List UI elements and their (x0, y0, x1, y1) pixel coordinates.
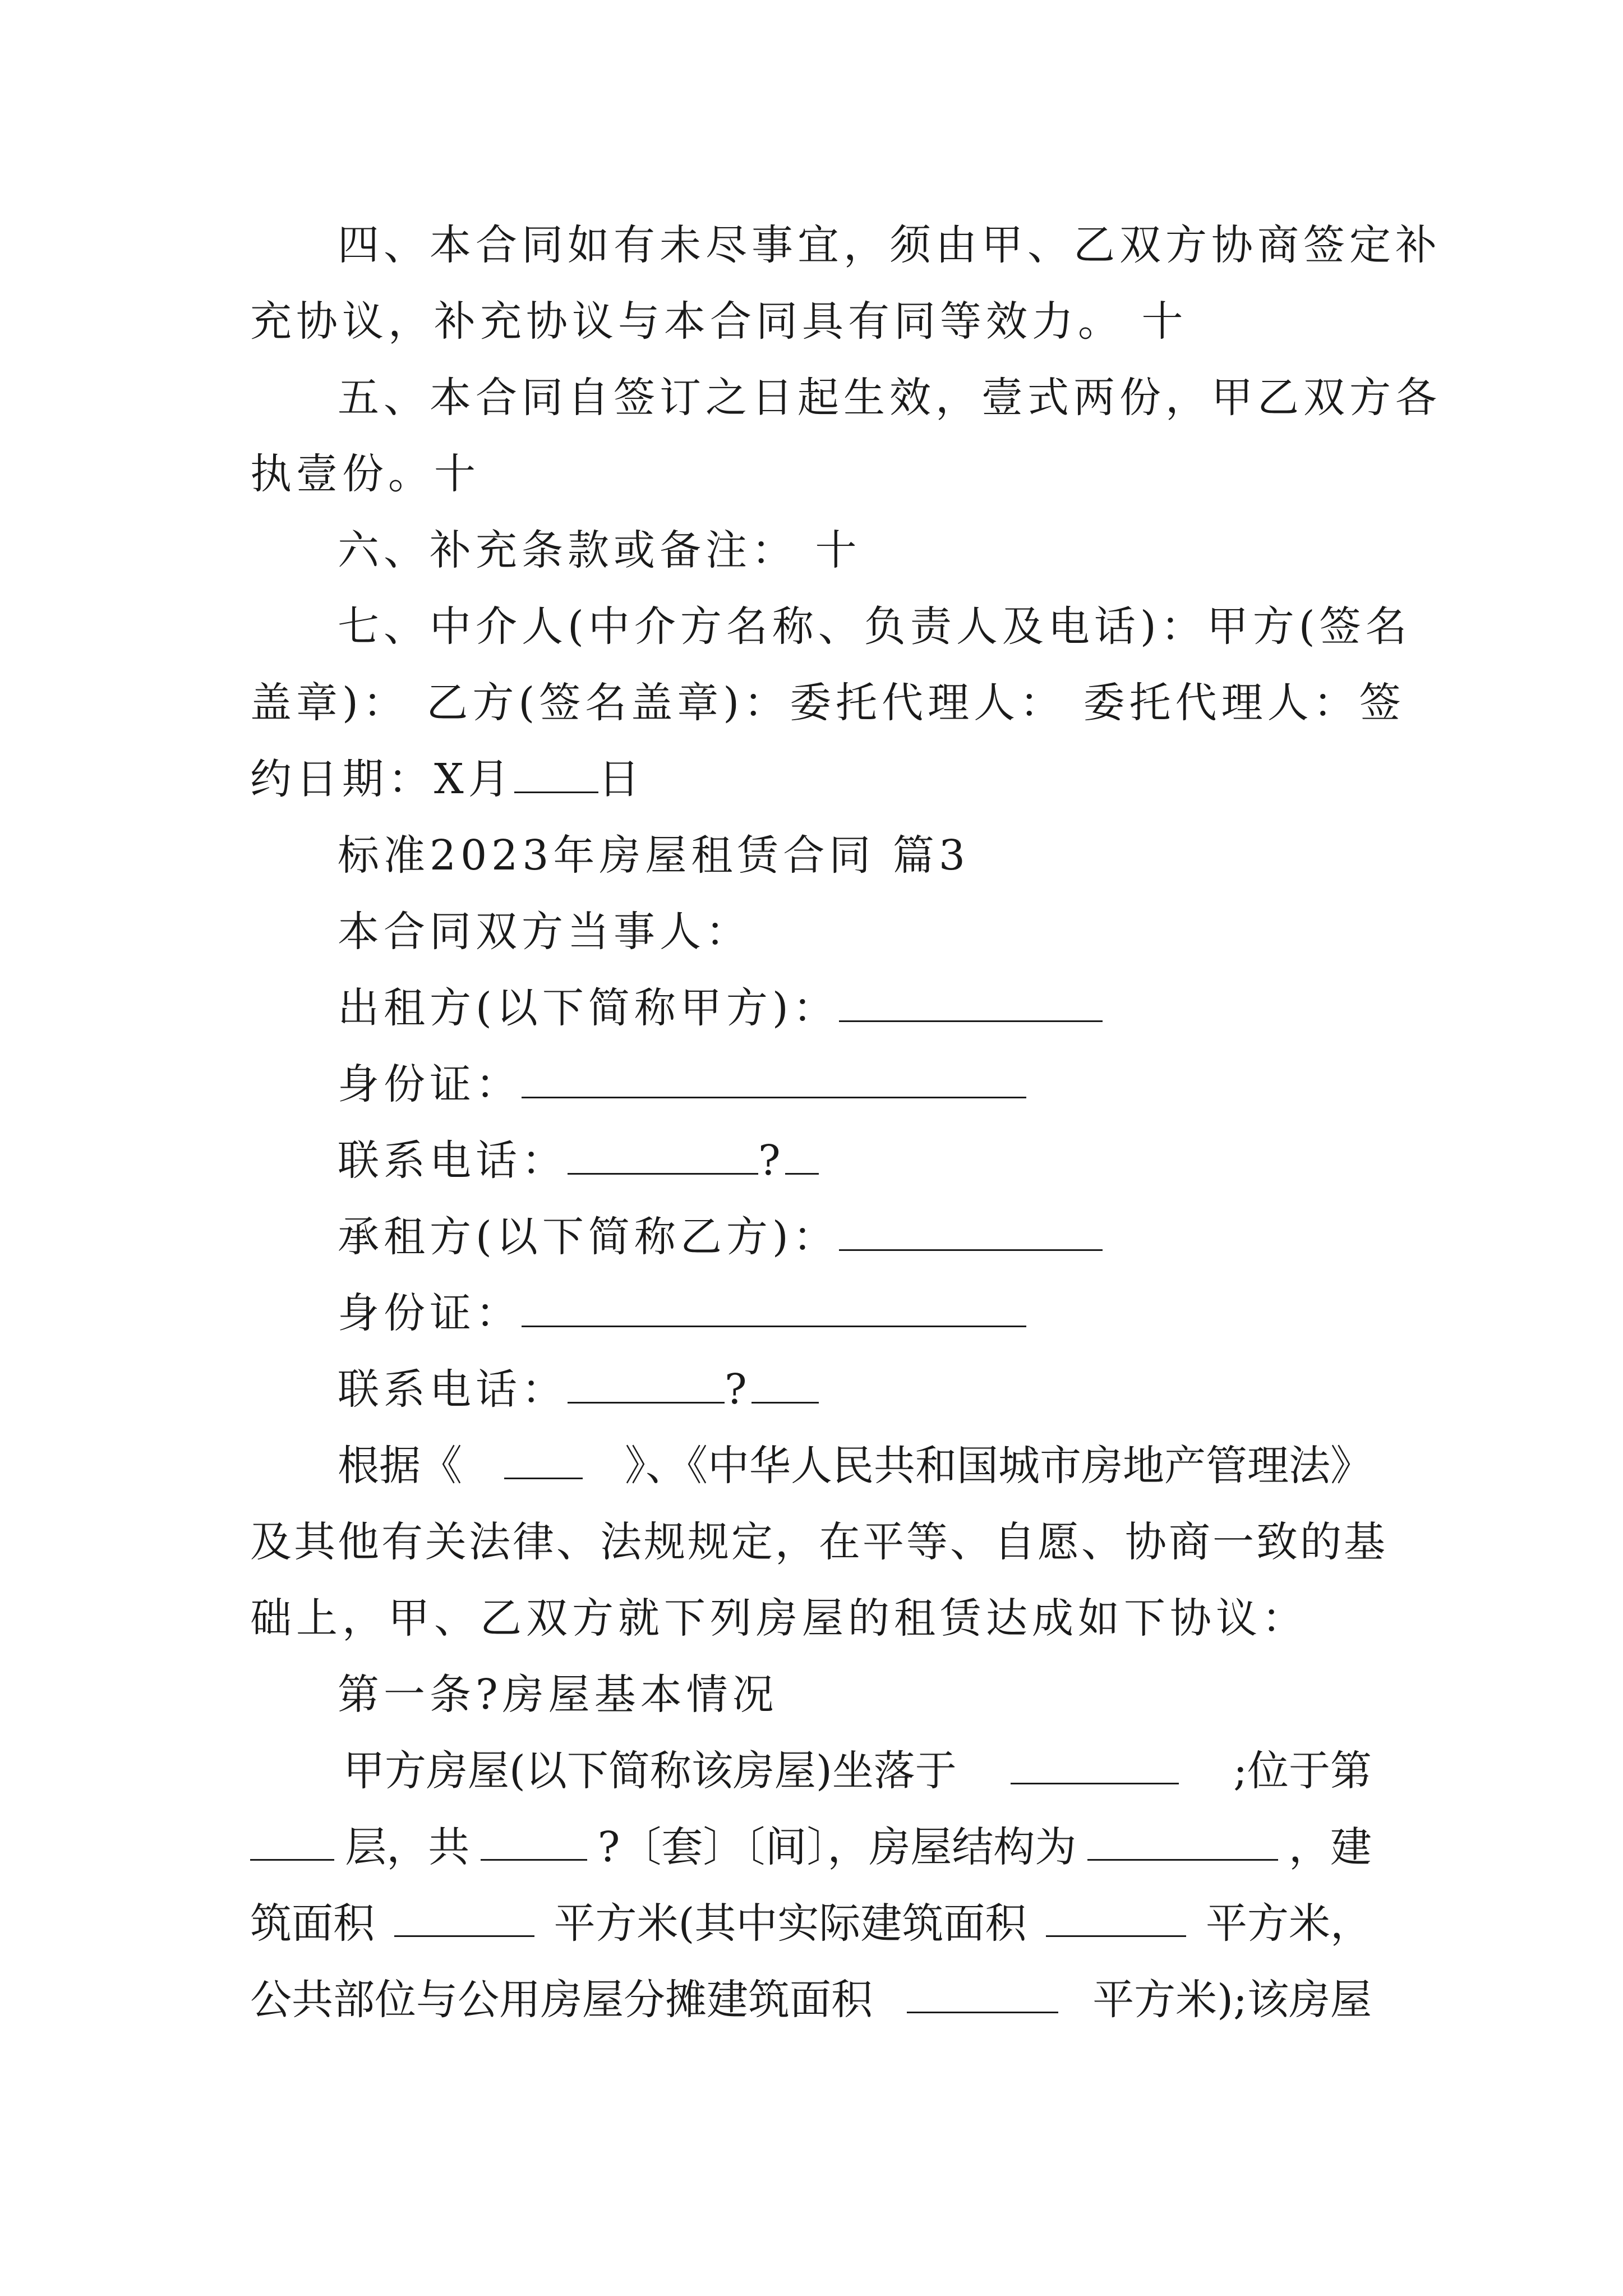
lessor-id-row (338, 1060, 1026, 1108)
lessee-label: 承租方(以下简称乙方)： (338, 1213, 839, 1261)
lessor-blank (839, 988, 1103, 1022)
basis-line-3: 础上，甲、乙双方就下列房屋的租赁达成如下协议： (250, 1594, 1308, 1642)
article-1-line-4 (250, 1976, 1372, 2024)
basis-prefix: 根据《 (338, 1442, 462, 1490)
article-1-line-1 (343, 1747, 1372, 1795)
shared-area-label: 公共部位与公用房屋分摊建筑面积 (250, 1976, 873, 2024)
lessor-phone-mark: ? (758, 1137, 785, 1185)
basis-line-1 (338, 1442, 1372, 1490)
lessee-phone-blank (568, 1369, 725, 1404)
signing-date-label: 约日期：X月 (250, 755, 514, 803)
clause-7-line-3 (250, 755, 644, 803)
build-label: ，建 (1288, 1823, 1372, 1871)
lessee-id-blank (522, 1293, 1026, 1327)
units-blank (481, 1826, 587, 1861)
actual-area-unit: 平方米， (1206, 1899, 1372, 1948)
lessor-id-label: 身份证： (338, 1060, 522, 1108)
lessee-phone-blank-2 (751, 1369, 819, 1404)
actual-area-blank (1046, 1903, 1186, 1937)
actual-area-label: 平方米(其中实际建筑面积 (554, 1899, 1027, 1948)
basis-suffix: 》、《中华人民共和国城市房地产管理法》 (625, 1442, 1372, 1490)
lessor-phone-blank (568, 1140, 758, 1175)
shared-area-blank (907, 1979, 1058, 2013)
area-label: 筑面积 (250, 1899, 375, 1948)
lessee-id-row (338, 1289, 1026, 1337)
article-1-line-2 (250, 1823, 1372, 1871)
clause-5-line-2: 执壹份。十 (250, 450, 480, 498)
signing-day-blank (514, 759, 598, 793)
lessor-id-blank (522, 1064, 1026, 1098)
clause-4-line-1: 四、本合同如有未尽事宜，须由甲、乙双方协商签定补 (338, 221, 1441, 269)
location-label: 甲方房屋(以下简称该房屋)坐落于 (343, 1747, 957, 1795)
article-1-title: 第一条?房屋基本情况 (338, 1671, 778, 1719)
parties-intro: 本合同双方当事人： (338, 908, 751, 956)
lessee-id-label: 身份证： (338, 1289, 522, 1337)
lessee-row (338, 1213, 1103, 1261)
structure-blank (1087, 1826, 1278, 1861)
clause-5-line-1: 五、本合同自签订之日起生效，壹式两份，甲乙双方各 (338, 374, 1441, 422)
article-1-line-3 (250, 1899, 1372, 1948)
floor-blank (250, 1826, 334, 1861)
lessor-label: 出租方(以下简称甲方)： (338, 984, 839, 1032)
shared-area-unit: 平方米);该房屋 (1092, 1976, 1372, 2024)
signing-date-suffix: 日 (598, 755, 644, 803)
lessor-phone-row (338, 1137, 819, 1185)
floor-label: ;位于第 (1233, 1747, 1372, 1795)
lessor-row (338, 984, 1103, 1032)
location-blank (1011, 1750, 1179, 1784)
clause-6: 六、补充条款或备注： 十 (338, 526, 861, 574)
lessee-phone-mark: ? (725, 1365, 751, 1414)
clause-7-line-2: 盖章)： 乙方(签名盖章)：委托代理人： 委托代理人：签 (250, 679, 1405, 727)
clause-4-line-2: 充协议，补充协议与本合同具有同等效力。 十 (250, 297, 1188, 346)
section-title: 标准2023年房屋租赁合同 篇3 (338, 831, 970, 880)
lessor-phone-blank-2 (785, 1140, 819, 1175)
units-label: 层，共 (345, 1823, 470, 1871)
lessee-phone-row (338, 1365, 819, 1414)
lessee-phone-label: 联系电话： (338, 1365, 568, 1414)
clause-7-line-1: 七、中介人(中介方名称、负责人及电话)：甲方(签名 (338, 602, 1412, 651)
structure-label: ?〔套〕〔间〕，房屋结构为 (597, 1823, 1077, 1871)
area-blank (394, 1903, 534, 1937)
lessee-blank (839, 1217, 1103, 1251)
law-name-blank (504, 1445, 583, 1479)
basis-line-2: 及其他有关法律、法规规定，在平等、自愿、协商一致的基 (250, 1518, 1387, 1566)
lessor-phone-label: 联系电话： (338, 1137, 568, 1185)
